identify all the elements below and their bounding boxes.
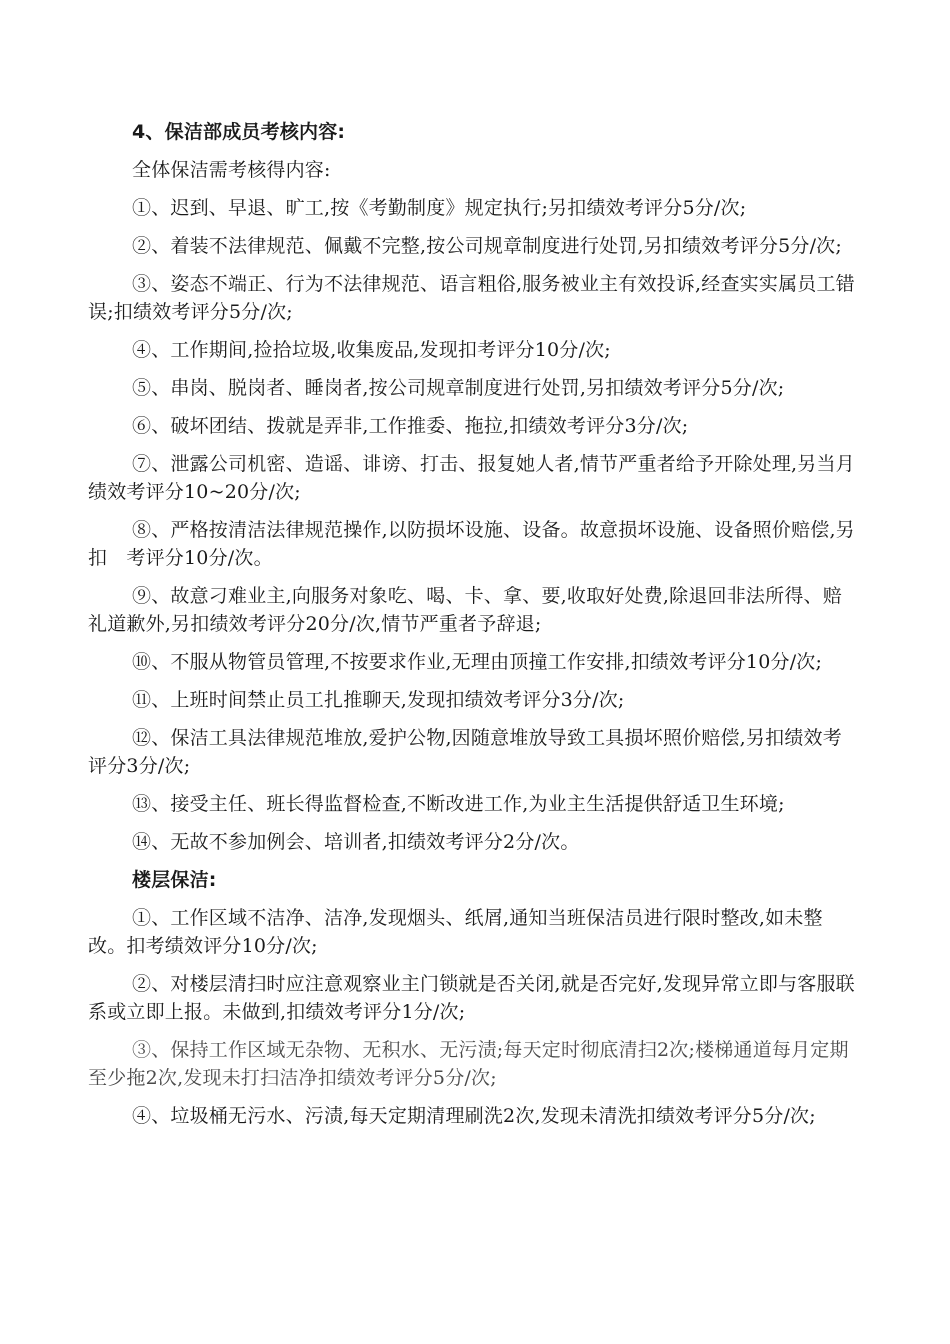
- list-item: ⑫、保洁工具法律规范堆放,爱护公物,因随意堆放导致工具损坏照价赔偿,另扣绩效考评分3分/次;: [88, 727, 842, 777]
- list-item: ②、对楼层清扫时应注意观察业主门锁就是否关闭,就是否完好,发现异常立即与客服联系或立即上报。未做到,扣绩效考评分1分/次;: [88, 973, 855, 1023]
- general-items-list: [88, 194, 860, 856]
- list-item: ④、垃圾桶无污水、污渍,每天定期清理刷洗2次,发现未清洗扣绩效考评分5分/次;: [132, 1105, 816, 1127]
- document-body: [88, 118, 860, 1140]
- list-item: ⑭、无故不参加例会、培训者,扣绩效考评分2分/次。: [132, 831, 580, 853]
- list-item: ①、工作区域不洁净、洁净,发现烟头、纸屑,通知当班保洁员进行限时整改,如未整改。扣考绩效评分10分/次;: [88, 907, 823, 957]
- list-item: ③、姿态不端正、行为不法律规范、语言粗俗,服务被业主有效投诉,经查实实属员工错误;扣绩效考评分5分/次;: [88, 273, 855, 323]
- list-item: ②、着装不法律规范、佩戴不完整,按公司规章制度进行处罚,另扣绩效考评分5分/次;: [132, 235, 842, 257]
- general-intro: 全体保洁需考核得内容:: [132, 159, 331, 181]
- list-item: ⑨、故意刁难业主,向服务对象吃、喝、卡、拿、要,收取好处费,除退回非法所得、赔礼道歉外,另扣绩效考评分20分/次,情节严重者予辞退;: [88, 585, 842, 635]
- list-item: ⑩、不服从物管员管理,不按要求作业,无理由顶撞工作安排,扣绩效考评分10分/次;: [132, 651, 823, 673]
- list-item: ⑦、泄露公司机密、造谣、诽谤、打击、报复她人者,情节严重者给予开除处理,另当月绩效考评分10~20分/次;: [88, 453, 855, 503]
- floor-items-list: [88, 904, 860, 1130]
- list-item: ④、工作期间,捡拾垃圾,收集废品,发现扣考评分10分/次;: [132, 339, 611, 361]
- list-item: ⑬、接受主任、班长得监督检查,不断改进工作,为业主生活提供舒适卫生环境;: [132, 793, 785, 815]
- floor-heading: 楼层保洁:: [132, 869, 217, 891]
- list-item: ⑪、上班时间禁止员工扎推聊天,发现扣绩效考评分3分/次;: [132, 689, 625, 711]
- list-item: ①、迟到、早退、旷工,按《考勤制度》规定执行;另扣绩效考评分5分/次;: [132, 197, 747, 219]
- list-item: ⑤、串岗、脱岗者、睡岗者,按公司规章制度进行处罚,另扣绩效考评分5分/次;: [132, 377, 785, 399]
- section-heading: 4、保洁部成员考核内容:: [132, 121, 346, 143]
- list-item: ⑧、严格按清洁法律规范操作,以防损坏设施、设备。故意损坏设施、设备照价赔偿,另扣 考评分10分/次。: [88, 519, 855, 569]
- list-item: ③、保持工作区域无杂物、无积水、无污渍;每天定时彻底清扫2次;楼梯通道每月定期至少拖2次,发现未打扫洁净扣绩效考评分5分/次;: [88, 1039, 849, 1089]
- list-item: ⑥、破坏团结、拨就是弄非,工作推委、拖拉,扣绩效考评分3分/次;: [132, 415, 689, 437]
